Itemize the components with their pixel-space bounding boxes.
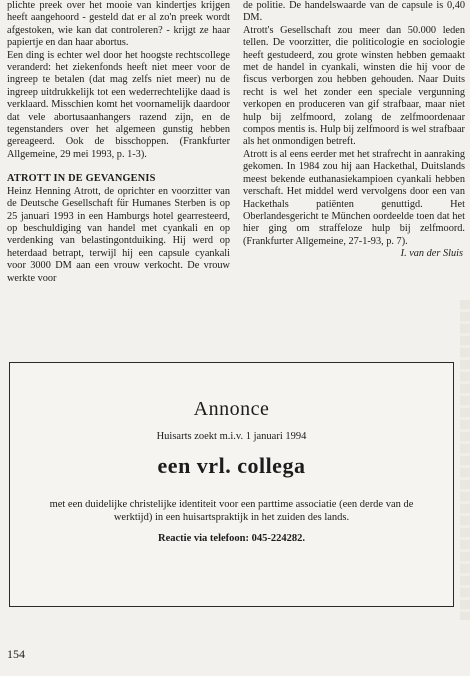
page-number: 154 [7, 647, 25, 661]
annonce-title: Annonce [193, 398, 270, 420]
section-heading: ATROTT IN DE GEVANGENIS [7, 173, 156, 185]
paragraph: plichte preek over het mooie van kindertjes krijgen heeft aangehoord - gesteld dat er al zo'n preek wordt afgestoken, wie kan dat controleren? - krijgt ze haar papiertje en dan haar abortus. [7, 0, 230, 49]
paragraph: Een ding is echter wel door het hoogste rechtscollege veranderd: het ziekenfonds heeft niet meer voor de ingreep te betalen (dat mag zelfs niet meer) nu de ingreep uitdrukkelijk tot een wederrechtelijke daad is verklaard. Misschien komt het voornamelijk daardoor dat vele abortusaanhangers razend zijn, en de tegenstanders over het algemeen gunstig hebben gereageerd. Ook de bisschoppen. (Frankfurter Allgemeine, 29 mei 1993, p. 1-3). [7, 49, 230, 160]
paragraph: Atrott's Gesellschaft zou meer dan 50.000 leden tellen. De voorzitter, die politicologie en sociologie heeft gestudeerd, zou grote winsten hebben gemaakt met de handel in cyankali, winsten die hij voor de fiscus verborgen zou hebben gehouden. Naar Duits recht is wel het zonder een speciale vergunning verkopen en produceren van gif strafbaar, maar niet hulp bij zelfmoord, zolang de zelfmoordenaar compos mentis is. Hulp bij zelfmoord is wel strafbaar als het onmondigen betreft. [243, 24, 465, 148]
right-column [243, 0, 465, 261]
paragraph: Heinz Henning Atrott, de oprichter en voorzitter van de Deutsche Gesellschaft für Humanes Sterben is op 25 januari 1993 in een Hamburgs hotel gearresteerd, op beschuldiging van handel met cyankali en op verdenking van belastingontduiking. Hij werd op heterdaad betrapt, terwijl hij een capsule cyankali voor 3000 DM aan een vrouw verkocht. De vrouw werkte voor [7, 185, 230, 284]
annonce-subtitle: Huisarts zoekt m.i.v. 1 januari 1994 [156, 431, 307, 442]
annonce-contact: Reactie via telefoon: 045-224282. [158, 533, 305, 544]
show-through-texture [460, 300, 470, 620]
annonce-content [10, 363, 453, 606]
annonce-box [9, 362, 454, 607]
author-signature: I. van der Sluis [400, 248, 463, 260]
paragraph: de politie. De handelswaarde van de capsule is 0,40 DM. [243, 0, 465, 24]
annonce-body: met een duidelijke christelijke identiteit voor een parttime associatie (een derde van de werktijd) in een huisartspraktijk in het zuiden des lands. [49, 499, 414, 523]
paragraph: Atrott is al eens eerder met het strafrecht in aanraking gekomen. In 1984 zou hij aan Hackethal, Duitslands meest bekende euthanasiekampioen cyankali hebben verschaft. Het middel werd vervolgens door een van Hackethals patiënten genuttigd. Het Oberlandesgericht te München oordeelde toen dat het hier ging om straffeloze hulp bij zelfmoord. (Frankfurter Allgemeine, 27-1-93, p. 7). [243, 148, 465, 247]
annonce-headline: een vrl. collega [157, 453, 306, 478]
left-column [7, 0, 230, 285]
